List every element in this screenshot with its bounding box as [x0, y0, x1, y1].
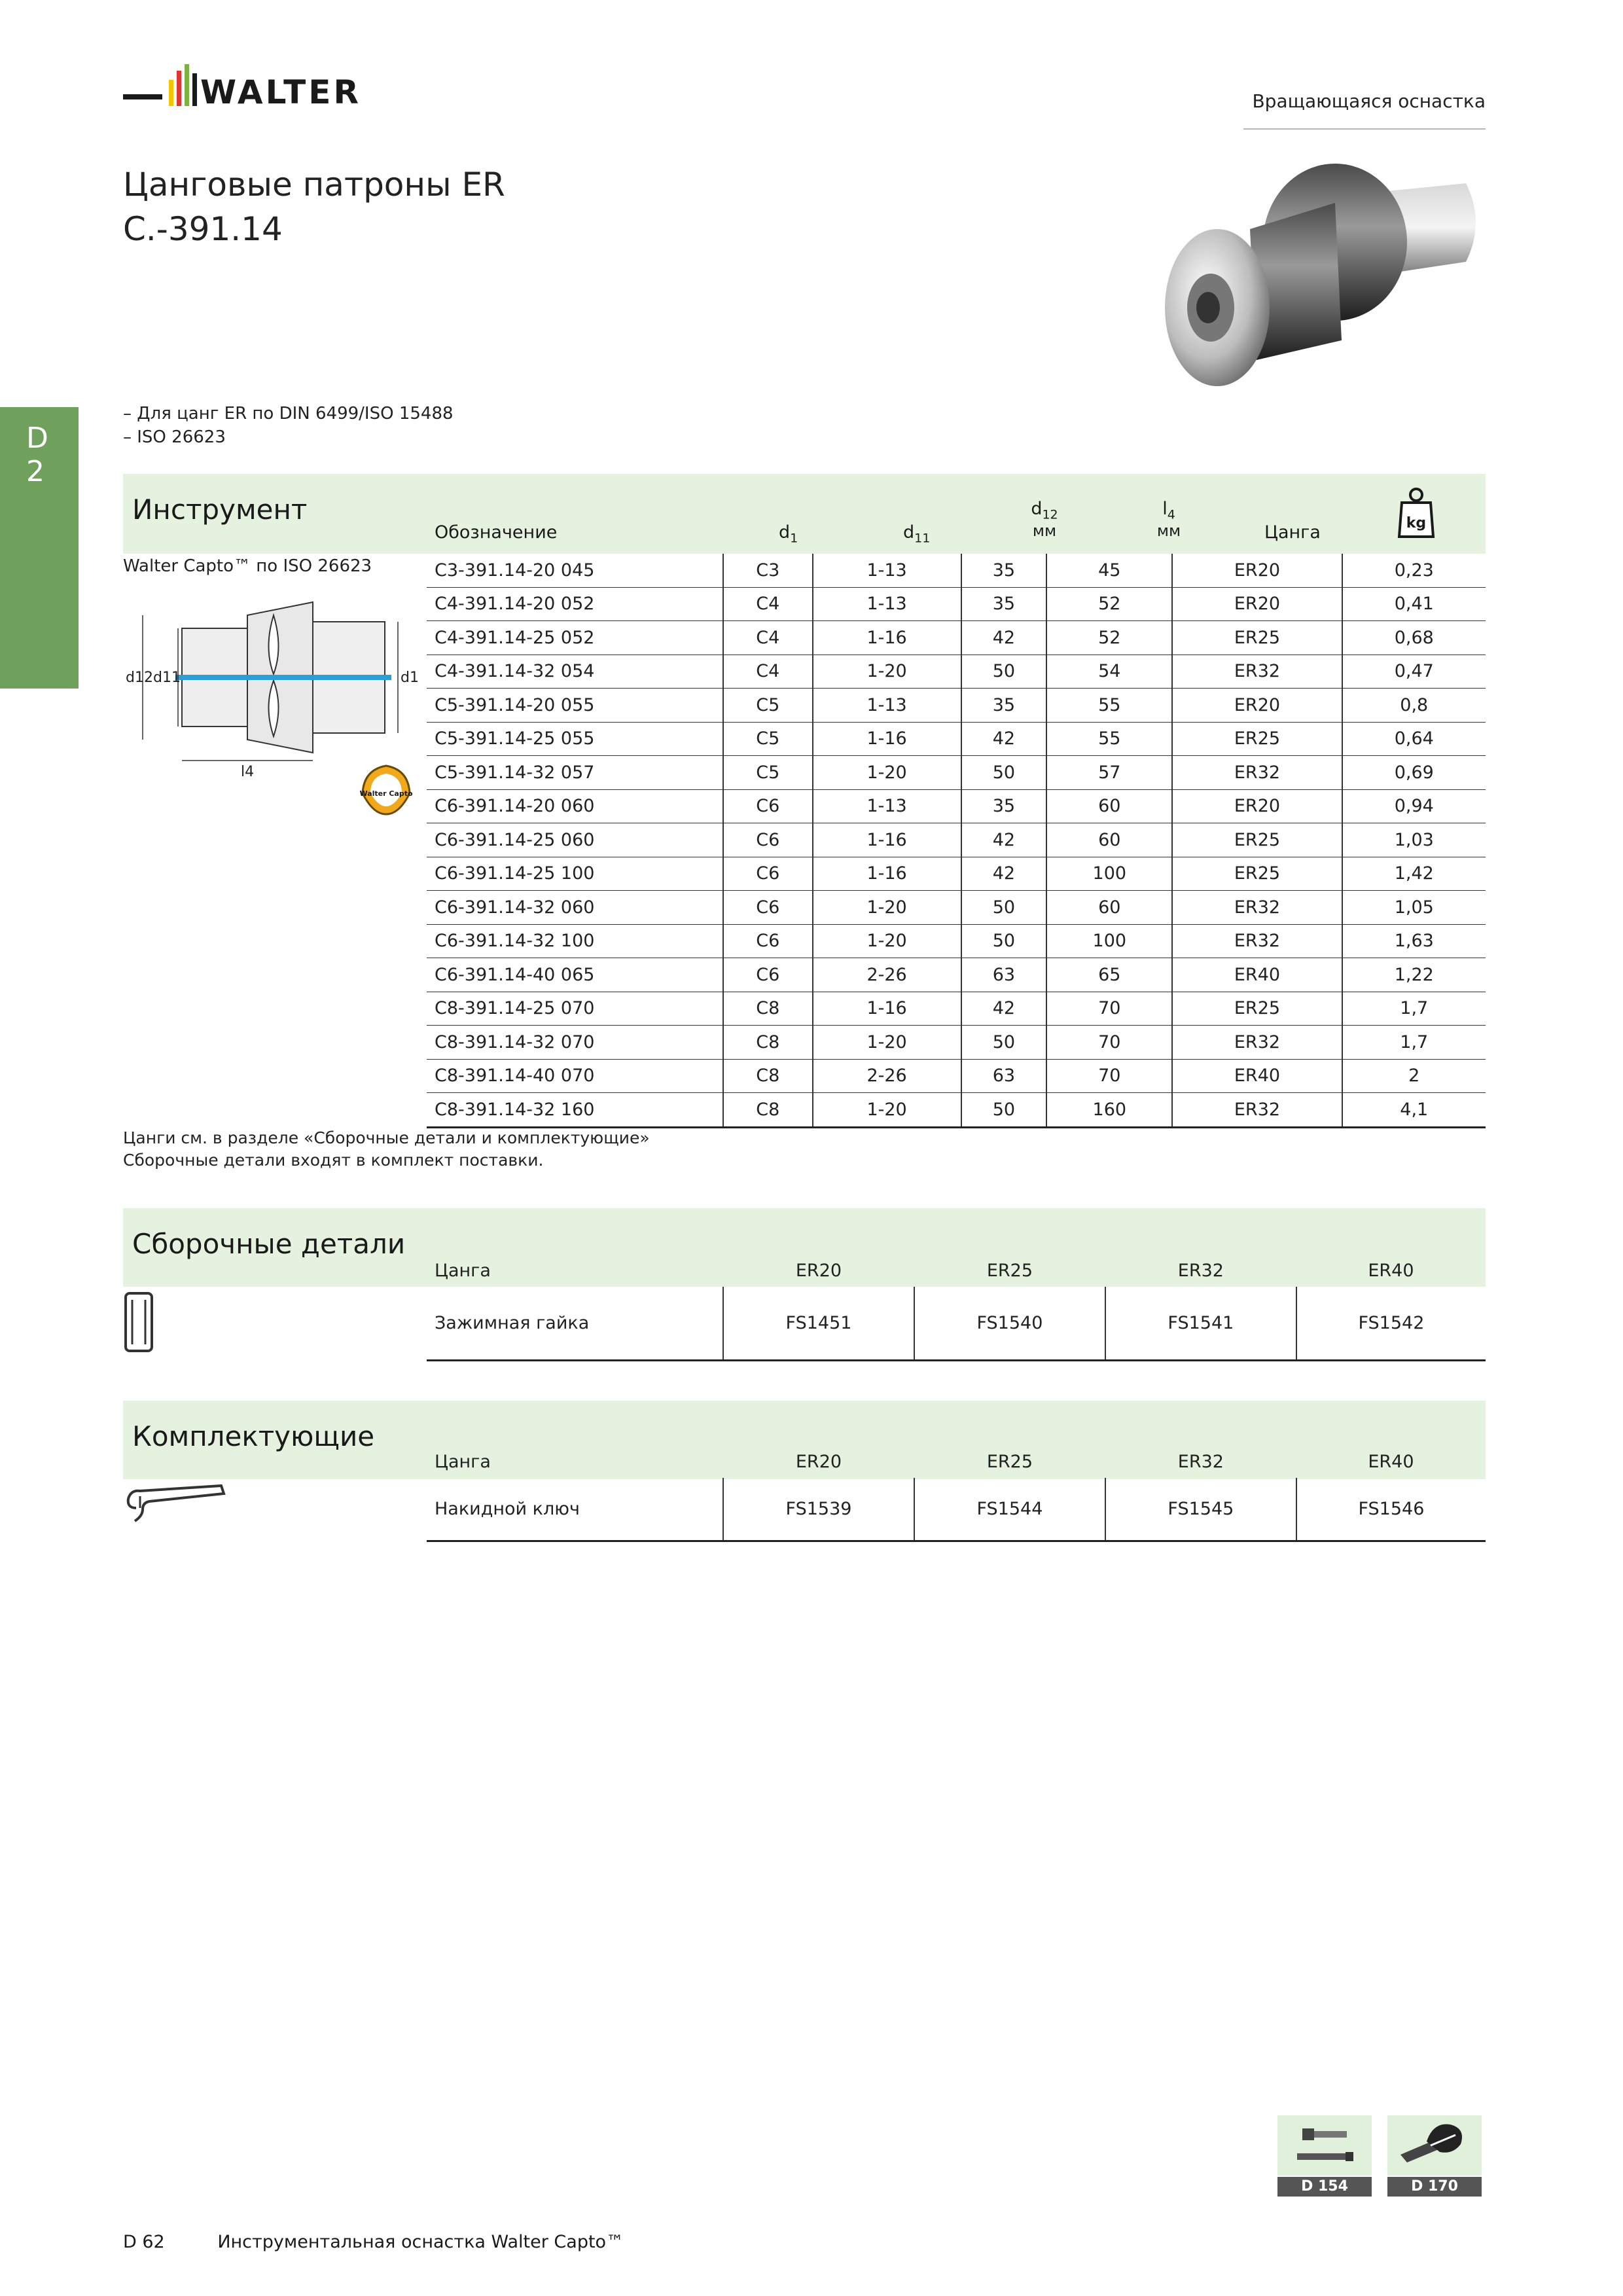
cell-d11: 1-20 [813, 924, 961, 958]
hook-wrench-icon [123, 1482, 228, 1530]
cell-l4: 60 [1046, 891, 1172, 925]
cell-collet: ER25 [1172, 722, 1342, 756]
tool-table [427, 554, 1486, 1128]
accessories-value: FS1546 [1358, 1498, 1425, 1519]
cell-weight: 2 [1342, 1059, 1486, 1093]
cell-d1: C8 [723, 1093, 813, 1128]
cell-weight: 0,64 [1342, 722, 1486, 756]
cell-d12: 63 [961, 958, 1047, 992]
cell-collet: ER25 [1172, 857, 1342, 891]
cell-d11: 1-13 [813, 689, 961, 723]
cell-collet: ER20 [1172, 587, 1342, 621]
accessories-row-label: Накидной ключ [427, 1478, 723, 1541]
col-designation: Обозначение [435, 522, 558, 543]
cell-designation: C3-391.14-20 045 [427, 554, 723, 587]
cell-weight: 0,23 [1342, 554, 1486, 587]
screw-icon [1277, 2115, 1372, 2176]
cell-l4: 100 [1046, 924, 1172, 958]
note-1: – Для цанг ER по DIN 6499/ISO 15488 [123, 404, 454, 423]
cell-d11: 1-20 [813, 1026, 961, 1060]
cell-d1: C4 [723, 655, 813, 689]
col-d11: $d_{11}$ [903, 522, 931, 546]
footnote-1: Цанги см. в разделе «Сборочные детали и комплектующие» [123, 1128, 650, 1147]
assembly-value: FS1540 [914, 1287, 1105, 1360]
col-l4: $l_4$ мм [1156, 499, 1181, 541]
cell-d12: 35 [961, 689, 1047, 723]
cell-d12: 50 [961, 924, 1047, 958]
capto-standard-label: Walter Capto™ по ISO 26623 [123, 556, 372, 576]
cell-collet: ER25 [1172, 992, 1342, 1026]
cell-designation: C8-391.14-25 070 [427, 992, 723, 1026]
cell-d12: 50 [961, 655, 1047, 689]
capto-badge-icon [359, 762, 414, 819]
cell-designation: C6-391.14-40 065 [427, 958, 723, 992]
cell-l4: 65 [1046, 958, 1172, 992]
cell-collet: ER25 [1172, 823, 1342, 857]
cell-d1: C8 [723, 992, 813, 1026]
cell-weight: 1,22 [1342, 958, 1486, 992]
table-row [427, 958, 1486, 992]
cell-weight: 4,1 [1342, 1093, 1486, 1128]
cell-d1: C6 [723, 924, 813, 958]
assembly-row-label: Зажимная гайка [427, 1287, 723, 1360]
accessories-col-er40: ER40 [1368, 1451, 1414, 1472]
ref-label: D 154 [1277, 2177, 1372, 2197]
accessories-section-title: Комплектующие [132, 1420, 375, 1452]
cell-d12: 50 [961, 1093, 1047, 1128]
table-row [427, 689, 1486, 723]
accessories-col-er20: ER20 [795, 1451, 842, 1472]
cell-d11: 1-20 [813, 756, 961, 790]
cell-designation: C8-391.14-40 070 [427, 1059, 723, 1093]
cell-d1: C8 [723, 1026, 813, 1060]
cell-l4: 57 [1046, 756, 1172, 790]
cell-d11: 2-26 [813, 958, 961, 992]
table-row [427, 722, 1486, 756]
accessories-value: FS1544 [914, 1478, 1105, 1541]
clamping-nut-icon [123, 1291, 156, 1356]
cell-d12: 42 [961, 823, 1047, 857]
cell-designation: C6-391.14-25 100 [427, 857, 723, 891]
cell-l4: 70 [1046, 992, 1172, 1026]
cell-d1: C6 [723, 958, 813, 992]
table-row [427, 621, 1486, 655]
table-row [427, 1026, 1486, 1060]
cell-d11: 1-20 [813, 891, 961, 925]
cell-d1: C6 [723, 891, 813, 925]
cell-l4: 52 [1046, 587, 1172, 621]
cell-l4: 70 [1046, 1059, 1172, 1093]
header-divider [1243, 128, 1486, 130]
table-row [427, 587, 1486, 621]
page-footer [123, 2232, 624, 2252]
cell-l4: 45 [1046, 554, 1172, 587]
col-d12: $d_{12}$ мм [1031, 499, 1058, 541]
cell-d1: C6 [723, 789, 813, 823]
cell-l4: 60 [1046, 823, 1172, 857]
cell-d1: C8 [723, 1059, 813, 1093]
cell-d11: 1-13 [813, 587, 961, 621]
cell-weight: 1,42 [1342, 857, 1486, 891]
cell-collet: ER20 [1172, 789, 1342, 823]
table-row [427, 992, 1486, 1026]
label-d1: d1 [401, 670, 419, 686]
label-d11: d11 [153, 670, 181, 686]
cell-weight: 1,7 [1342, 1026, 1486, 1060]
cell-weight: 0,8 [1342, 689, 1486, 723]
cell-d12: 50 [961, 756, 1047, 790]
cell-d1: C6 [723, 857, 813, 891]
svg-text:Walter Capto: Walter Capto [359, 789, 413, 798]
assembly-section-title: Сборочные детали [132, 1228, 406, 1260]
accessories-value: FS1539 [723, 1478, 914, 1541]
cell-l4: 160 [1046, 1093, 1172, 1128]
cell-l4: 52 [1046, 621, 1172, 655]
table-row [427, 891, 1486, 925]
label-d12: d12 [126, 670, 153, 686]
table-row [427, 789, 1486, 823]
cell-designation: C6-391.14-25 060 [427, 823, 723, 857]
ref-label: D 170 [1387, 2177, 1482, 2197]
cell-l4: 55 [1046, 722, 1172, 756]
cell-designation: C5-391.14-20 055 [427, 689, 723, 723]
cell-d11: 1-13 [813, 554, 961, 587]
cell-d1: C5 [723, 689, 813, 723]
col-collet: Цанга [1264, 522, 1321, 543]
chapter-tab-label: D 2 [26, 422, 51, 488]
assembly-col-er20: ER20 [795, 1260, 842, 1281]
accessories-header-label: Цанга [435, 1451, 491, 1472]
cell-d12: 63 [961, 1059, 1047, 1093]
assembly-col-er40: ER40 [1368, 1260, 1414, 1281]
cell-collet: ER32 [1172, 1093, 1342, 1128]
table-row [427, 756, 1486, 790]
assembly-col-er25: ER25 [986, 1260, 1033, 1281]
cell-l4: 60 [1046, 789, 1172, 823]
cell-d12: 50 [961, 1026, 1047, 1060]
table-row [427, 823, 1486, 857]
cell-d1: C4 [723, 621, 813, 655]
cell-weight: 0,69 [1342, 756, 1486, 790]
cell-d11: 1-13 [813, 789, 961, 823]
cell-l4: 70 [1046, 1026, 1172, 1060]
cell-d11: 1-16 [813, 857, 961, 891]
note-2: – ISO 26623 [123, 427, 226, 447]
cell-collet: ER32 [1172, 756, 1342, 790]
cell-l4: 100 [1046, 857, 1172, 891]
cell-d1: C5 [723, 722, 813, 756]
cell-weight: 0,68 [1342, 621, 1486, 655]
cell-collet: ER40 [1172, 958, 1342, 992]
assembly-value: FS1542 [1358, 1312, 1425, 1333]
cell-d12: 42 [961, 722, 1047, 756]
cell-designation: C4-391.14-20 052 [427, 587, 723, 621]
walter-logo [123, 60, 404, 114]
cell-collet: ER20 [1172, 554, 1342, 587]
cell-d12: 35 [961, 789, 1047, 823]
table-footnotes [123, 1127, 650, 1172]
accessories-value: FS1545 [1105, 1478, 1296, 1541]
cell-collet: ER32 [1172, 891, 1342, 925]
cell-weight: 1,7 [1342, 992, 1486, 1026]
footnote-2: Сборочные детали входят в комплект поставки. [123, 1151, 544, 1170]
title-line-1: Цанговые патроны ER [123, 166, 505, 204]
assembly-value: FS1451 [723, 1287, 914, 1360]
table-row [427, 924, 1486, 958]
chapter-tab [0, 407, 79, 689]
cell-designation: C6-391.14-20 060 [427, 789, 723, 823]
cell-d11: 2-26 [813, 1059, 961, 1093]
cell-d1: C5 [723, 756, 813, 790]
cell-weight: 1,05 [1342, 891, 1486, 925]
svg-text:kg: kg [1406, 515, 1427, 531]
footer-title: Инструментальная оснастка Walter Capto™ [217, 2232, 624, 2252]
assembly-header-label: Цанга [435, 1260, 491, 1281]
accessories-col-er25: ER25 [986, 1451, 1033, 1472]
cell-l4: 54 [1046, 655, 1172, 689]
col-d1: $d_1$ [779, 522, 798, 546]
weight-icon [1397, 487, 1436, 543]
spec-notes [123, 402, 454, 449]
cell-collet: ER32 [1172, 655, 1342, 689]
accessories-col-er32: ER32 [1177, 1451, 1224, 1472]
cell-d11: 1-20 [813, 655, 961, 689]
assembly-col-er32: ER32 [1177, 1260, 1224, 1281]
cell-d12: 42 [961, 621, 1047, 655]
cell-designation: C6-391.14-32 060 [427, 891, 723, 925]
cell-designation: C4-391.14-25 052 [427, 621, 723, 655]
cell-d12: 42 [961, 992, 1047, 1026]
cell-designation: C6-391.14-32 100 [427, 924, 723, 958]
cell-weight: 1,63 [1342, 924, 1486, 958]
cell-d12: 35 [961, 587, 1047, 621]
cell-d11: 1-20 [813, 1093, 961, 1128]
product-photo [1139, 144, 1492, 406]
cell-d11: 1-16 [813, 823, 961, 857]
assembly-value: FS1541 [1105, 1287, 1296, 1360]
table-row [427, 1093, 1486, 1128]
assembly-table [427, 1254, 1486, 1361]
ref-box-d170[interactable] [1387, 2115, 1482, 2197]
cell-d1: C3 [723, 554, 813, 587]
cell-l4: 55 [1046, 689, 1172, 723]
title-line-2: C.-391.14 [123, 210, 283, 248]
table-row [427, 857, 1486, 891]
cell-d12: 50 [961, 891, 1047, 925]
technical-drawing [123, 589, 424, 781]
cell-d1: C4 [723, 587, 813, 621]
cell-weight: 0,94 [1342, 789, 1486, 823]
cell-weight: 1,03 [1342, 823, 1486, 857]
page-number: D 62 [123, 2232, 165, 2252]
table-row [427, 655, 1486, 689]
table-row [427, 554, 1486, 587]
cell-d1: C6 [723, 823, 813, 857]
cell-designation: C5-391.14-25 055 [427, 722, 723, 756]
cell-designation: C4-391.14-32 054 [427, 655, 723, 689]
cell-collet: ER20 [1172, 689, 1342, 723]
tool-section-title: Инструмент [132, 493, 308, 526]
page-title [123, 162, 505, 251]
cell-collet: ER32 [1172, 1026, 1342, 1060]
cell-weight: 0,41 [1342, 587, 1486, 621]
label-l4: l4 [241, 764, 255, 779]
cell-d11: 1-16 [813, 722, 961, 756]
cell-designation: C8-391.14-32 070 [427, 1026, 723, 1060]
cell-d12: 42 [961, 857, 1047, 891]
ref-box-d154[interactable] [1277, 2115, 1372, 2197]
cell-weight: 0,47 [1342, 655, 1486, 689]
cell-collet: ER32 [1172, 924, 1342, 958]
cell-collet: ER25 [1172, 621, 1342, 655]
cell-d12: 35 [961, 554, 1047, 587]
cell-collet: ER40 [1172, 1059, 1342, 1093]
cell-designation: C8-391.14-32 160 [427, 1093, 723, 1128]
cell-d11: 1-16 [813, 621, 961, 655]
table-row [427, 1059, 1486, 1093]
cell-d11: 1-16 [813, 992, 961, 1026]
cell-designation: C5-391.14-32 057 [427, 756, 723, 790]
section-header: Вращающаяся оснастка [1252, 90, 1486, 112]
hand-wrench-icon [1387, 2115, 1482, 2176]
accessories-table [427, 1445, 1486, 1542]
logo-text: WALTER [200, 73, 361, 111]
